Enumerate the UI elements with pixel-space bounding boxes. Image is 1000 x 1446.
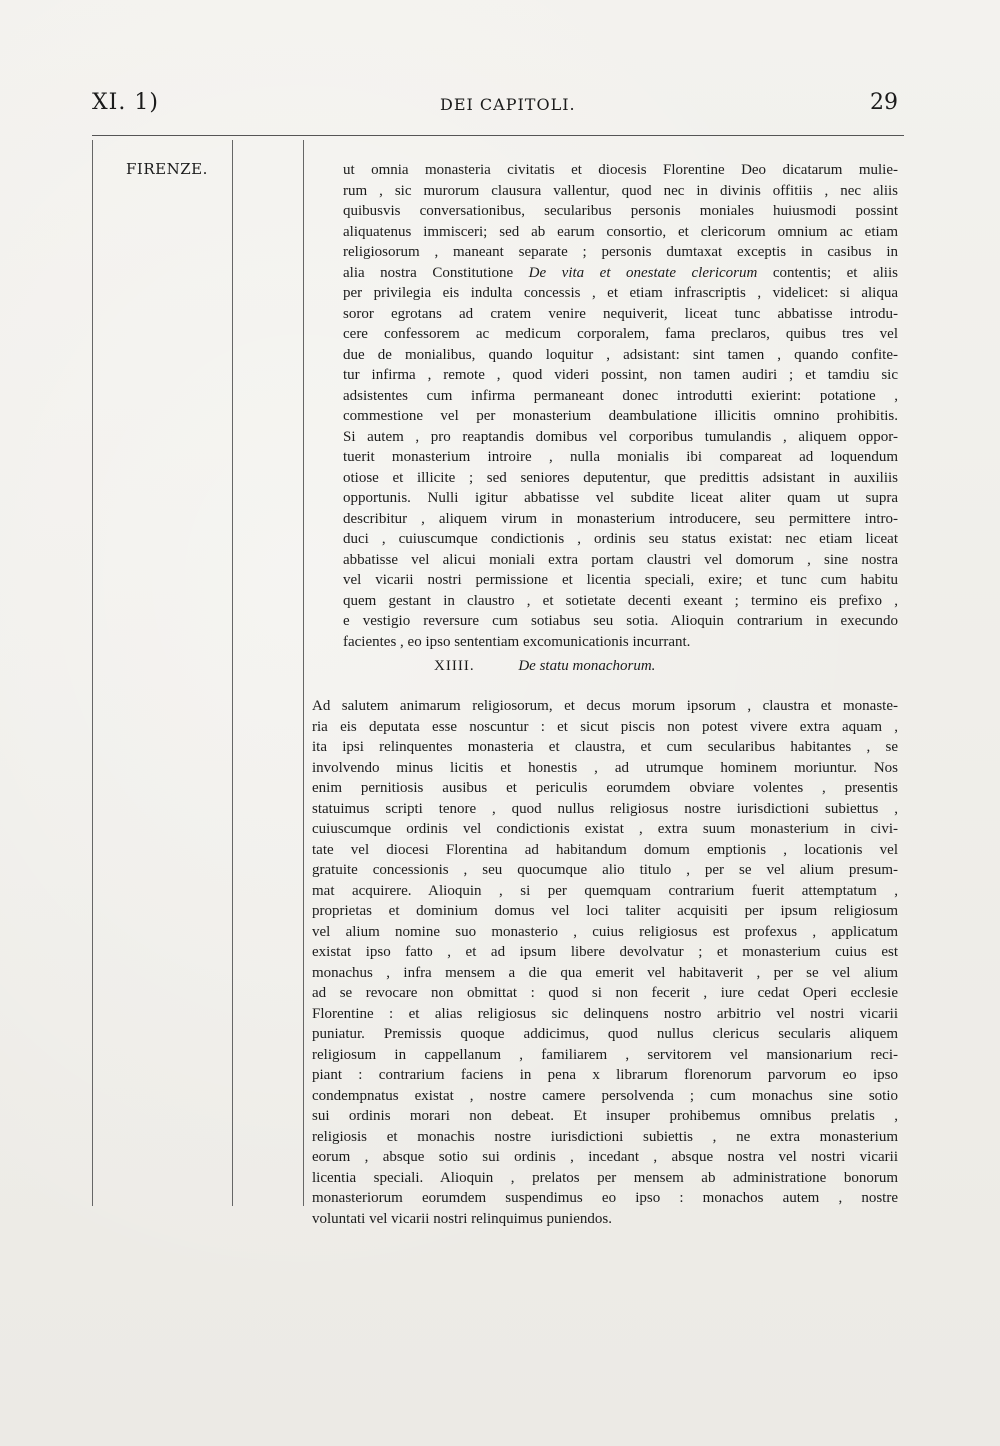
text-line: cuiuscumque ordinis vel condictionis existat , extra suum monasterium in civi- xyxy=(312,821,898,837)
text-line: duci , cuiuscumque condictionis , ordinis seu status existat: nec etiam liceat xyxy=(343,531,898,547)
text-line: tate vel diocesi Florentina ad habitandum domum emptionis , locationis vel xyxy=(312,841,898,858)
text-line: eorum , absque sotio sui ordinis , incedant , absque nostra vel nostri vicarii xyxy=(312,1149,898,1165)
text-line: proprietas et dominium domus vel loci taliter acquisiti per ipsum religiosum xyxy=(312,903,898,919)
text-block-1 xyxy=(343,160,898,652)
text-line: otiose et illicite ; sed seniores deputentur, que predittis adsistant in auxiliis xyxy=(343,469,898,486)
text-line: existat ipso fatto , et ad ipsum libere devolvatur ; et monasterium cuius est xyxy=(312,944,898,960)
text-line: tuerit monasterium introire , nulla monialis ibi compareat ad loquendum xyxy=(343,449,898,465)
text-line: adsistentes cum infirma permaneant donec introdutti exierint: potatione , xyxy=(343,387,898,404)
text-line: Ad salutem animarum religiosorum, et decus morum ipsorum , claustra et monaste- xyxy=(312,698,898,714)
header-rule xyxy=(92,135,904,136)
text-line: ut omnia monasteria civitatis et diocesis Florentine Deo dicatarum mulie- xyxy=(343,162,898,178)
text-line: opportunis. Nulli igitur abbatisse vel subdite liceat aliter quam ut supra xyxy=(343,490,898,506)
text-block-2 xyxy=(312,696,898,1229)
text-line: monachus , infra mensem a die qua emerit vel habitaverit , per se vel alium xyxy=(312,964,898,981)
text-line: quem gestant in claustro , et sotietate decenti exeant ; termino eis prefixo , xyxy=(343,592,898,609)
section-heading xyxy=(434,658,655,675)
text-line: sui ordinis morari non debeat. Et insuper prohibemus omnibus prelatis , xyxy=(312,1108,898,1124)
text-line: piant : contrarium faciens in pena x librarum florenorum parvorum eo ipso xyxy=(312,1067,898,1083)
text-line: statuimus scripti tenore , quod nullus religiosus nostre iurisdictioni subiettus , xyxy=(312,800,898,817)
text-line: Florentine : et alias religiosus sic delinquens nostro arbitrio vel nostri vicarii xyxy=(312,1005,898,1022)
text-line: soror egrotans ad cratem venire nequiverit, liceat tunc abbatisse introdu- xyxy=(343,305,898,322)
text-line: mat acquirere. Alioquin , si per quemquam contrarium fuerit attemptatum , xyxy=(312,882,898,899)
section-number: XIIII. xyxy=(434,658,475,674)
text-line: per privilegia eis indulta concessis , et etiam infrascriptis , videlicet: si aliqua xyxy=(343,285,898,301)
margin-rule-left xyxy=(92,140,93,1206)
text-line: enim pernitiosis ausibus et periculis eorumdem obviare volentes , presentis xyxy=(312,780,898,796)
text-line: vel vicarii nostri permissione et licentia speciali, exire; et tunc cum habitu xyxy=(343,572,898,588)
text-line: gratuite concessionis , seu quocumque alio titulo , per se vel alium presum- xyxy=(312,862,898,878)
text-line: facientes , eo ipso sententiam excomunicationis incurrant. xyxy=(343,633,691,650)
text-line: puniatur. Premissis quoque addicimus, quod nullus clericus secularis aliquem xyxy=(312,1026,898,1042)
page-number: 29 xyxy=(870,90,898,115)
text-line: vel alium nomine suo monasterio , cuius religiosus est profexus , applicatum xyxy=(312,923,898,940)
text-line: alia nostra Constitutione De vita et onestate clericorum contentis; et aliis xyxy=(343,264,898,281)
text-line: describitur , aliquem virum in monasterium introducere, seu permittere intro- xyxy=(343,510,898,527)
text-line: abbatisse vel alicui moniali extra portam claustri vel domorum , sine nostra xyxy=(343,551,898,568)
text-line: ita ipsi relinquentes monasteria et claustra, et cum secularibus habitantes , se xyxy=(312,739,898,755)
text-line: e vestigio reversure cum sotiabus seu sotia. Alioquin contrarium in execundo xyxy=(343,613,898,629)
text-line: religiosorum , maneant separate ; personis dumtaxat exceptis in casibus in xyxy=(343,244,898,260)
text-line: religiosum in cappellanum , familiarem , servitorem vel mansionarium reci- xyxy=(312,1046,898,1063)
text-line: condempnatus existat , nostre camere persolvenda ; cum monachus sine sotio xyxy=(312,1087,898,1104)
text-line: ad se revocare non obmittat : quod si non fecerit , iure cedat Operi ecclesie xyxy=(312,985,898,1001)
side-label: FIRENZE. xyxy=(126,160,208,178)
text-line: licentia speciali. Alioquin , prelatos per mensem ab administratione bonorum xyxy=(312,1169,898,1186)
text-line: commestione vel per monasterium deambulatione illicitis omnino prohibitis. xyxy=(343,408,898,424)
text-line: Si autem , pro reaptandis domibus vel corporibus tumulandis , aliquem oppor- xyxy=(343,428,898,445)
text-line: rum , sic murorum clausura vallentur, quod nec in divinis offitiis , nec aliis xyxy=(343,182,898,199)
text-line: cere confessorem ac medicum corporalem, fama preclaros, quibus tres vel xyxy=(343,326,898,342)
running-head-title: DEI CAPITOLI. xyxy=(440,95,576,114)
text-line: aliquatenus immisceri; sed ab earum consortio, et clericorum omnium ac etiam xyxy=(343,223,898,240)
running-head-left: XI. 1) xyxy=(92,90,159,115)
text-line: due de monialibus, quando loquitur , adsistant: sint tamen , quando confite- xyxy=(343,346,898,363)
text-line: involvendo minus licitis et honestis , ad utrumque hominem moriuntur. Nos xyxy=(312,759,898,776)
text-line: monasteriorum eorumdem suspendimus eo ipso : monachos autem , nostre xyxy=(312,1190,898,1206)
section-title: De statu monachorum. xyxy=(518,658,656,674)
text-line: ria eis deputata esse noscuntur : et sicut piscis non potest vivere extra aquam , xyxy=(312,718,898,735)
margin-rule-middle xyxy=(232,140,233,1206)
margin-rule-right xyxy=(303,140,304,1206)
text-line: tur infirma , remote , quod videri possint, non tamen audiri ; et tamdiu sic xyxy=(343,367,898,383)
text-line: voluntati vel vicarii nostri relinquimus puniendos. xyxy=(312,1210,612,1227)
text-line: religiosis et monachis nostre iurisdictioni subiettis , ne extra monasterium xyxy=(312,1128,898,1145)
text-line: quibusvis conversationibus, secularibus personis moniales huiusmodi possint xyxy=(343,203,898,219)
